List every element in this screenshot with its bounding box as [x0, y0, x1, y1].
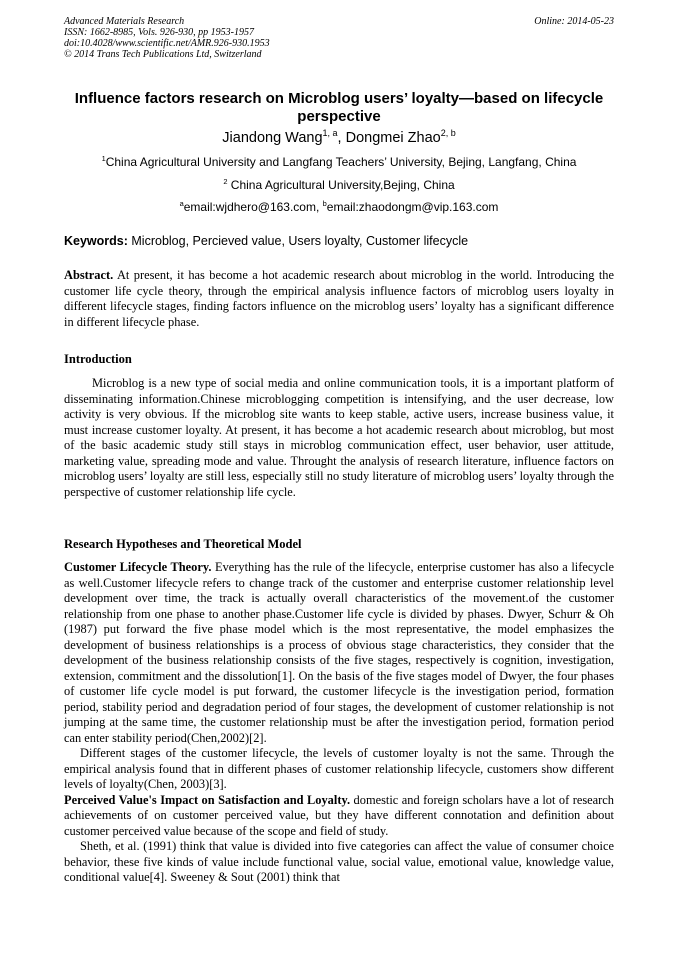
affiliation-2-text: China Agricultural University,Bejing, China [230, 178, 455, 192]
journal-header [64, 16, 614, 60]
keywords-text: Microblog, Percieved value, Users loyalty, Customer lifecycle [131, 234, 469, 248]
author-separator: , [337, 130, 346, 146]
perceived-value-label: Perceived Value's Impact on Satisfaction and Loyalty. [64, 792, 351, 807]
research-body [64, 560, 614, 886]
research-paragraph-3 [64, 793, 614, 840]
research-heading: Research Hypotheses and Theoretical Model [64, 537, 302, 551]
affiliation-1-sup: 1 [101, 154, 106, 163]
keywords-line [64, 234, 614, 249]
abstract-label: Abstract. [64, 268, 114, 282]
introduction-paragraph: Microblog is a new type of social media and online communication tools, it is a important platform of disseminating information.Chinese microblogging competition is intensifying, and the user decrease, low activity is very obvious. If the microblog site wants to keep stable, active users, increase business value, it must increase customer loyalty. At present, it has become a hot academic research about microblog, but most of the basic academic study still stays in microblog communication effect, user behavior, user attitude, marketing value, spreading mode and value. Throught the analysis of research literature, influence factors on microblog users’ loyalty are still less, especially still no study literature of microblog users’ loyalty through the perspective of customer relationship life cycle. [64, 376, 614, 499]
doi-line: doi:10.4028/www.scientific.net/AMR.926-930.1953 [64, 38, 270, 49]
email-a: email:wjdhero@163.com, [183, 200, 320, 214]
affiliation-1-text: China Agricultural University and Langfang Teachers’ University, Bejing, Langfang, China [105, 155, 577, 169]
copyright-line: © 2014 Trans Tech Publications Ltd, Switzerland [64, 49, 262, 60]
author-1: Jiandong Wang [222, 130, 323, 146]
research-paragraph-1-text: Everything has the rule of the lifecycle, enterprise customer has also a lifecycle as well.Customer lifecycle refers to change track of the customer and enterprise customer relationship level development over time, the track is actually overall characteristics of the movement.of the customer relationship from one phase to another phase.Customer life cycle is divided by phases. Dwyer, Schurr & Oh (1987) put forward the five phase model which is the most representative, the model emphasizes the development of business relationships is a process of obvious stage characteristics, they consider that the development of the business relationship consists of the five stages, respectively is cognition, investigation, extension, commitment and the dissolution[1]. On the basis of the five stages model of Dwyer, the four phases of customer life cycle model is put forward, the customer lifecycle is the investigation period, formation period, stability period and degradation period of four stages, the development of customer relationship is not jumping at the same time, the customer relationship must be after the investigation period, formation period can enter stability period(Chen,2002)[2]. [64, 560, 614, 745]
introduction-heading: Introduction [64, 352, 132, 366]
author-2-sup: 2, b [440, 128, 456, 139]
affiliation-1 [64, 155, 614, 169]
issn-line: ISSN: 1662-8985, Vols. 926-930, pp 1953-1957 [64, 27, 254, 38]
research-paragraph-4: Sheth, et al. (1991) think that value is divided into five categories can affect the value of consumer choice behavior, these five kinds of value include functional value, social value, emotional value, knowledge value, conditional value[4]. Sweeney & Sout (2001) think that [64, 839, 614, 884]
affiliation-2 [64, 178, 614, 192]
email-line [64, 200, 614, 214]
abstract-text: At present, it has become a hot academic research about microblog in the world. Introducing the customer life cycle theory, through the empirical analysis influence factors of microblog users loyalty in different lifecycle stages, finding factors influence on the microblog users’ loyalty has a significant difference in different lifecycle phase. [64, 268, 614, 329]
research-paragraph-2: Different stages of the customer lifecycle, the levels of customer loyalty is not the same. Through the empirical analysis found that in different phases of customer relationship lifecycle, customers show different levels of loyalty(Chen, 2003)[3]. [64, 746, 614, 791]
online-date: Online: 2014-05-23 [534, 16, 614, 27]
introduction-body [64, 376, 614, 500]
author-1-sup: 1, a [322, 128, 338, 139]
email-b: email:zhaodongm@vip.163.com [326, 200, 499, 214]
abstract-paragraph [64, 268, 614, 330]
affiliation-2-sup: 2 [223, 177, 228, 186]
research-paragraph-1 [64, 560, 614, 746]
lifecycle-theory-label: Customer Lifecycle Theory. [64, 560, 212, 574]
author-2: Dongmei Zhao [345, 130, 441, 146]
paper-title: Influence factors research on Microblog users’ loyalty—based on lifecycle perspective [74, 90, 604, 125]
email-b-sup: b [322, 199, 327, 208]
author-line [64, 129, 614, 147]
keywords-label: Keywords: [64, 234, 128, 248]
journal-name: Advanced Materials Research [64, 16, 185, 27]
research-paragraph-3-text: domestic and foreign scholars have a lot of research achievements of on customer perceived value, but they have different connotation and definition about customer perceived value because of the scope and field of study. [64, 792, 614, 838]
email-a-sup: a [179, 199, 184, 208]
